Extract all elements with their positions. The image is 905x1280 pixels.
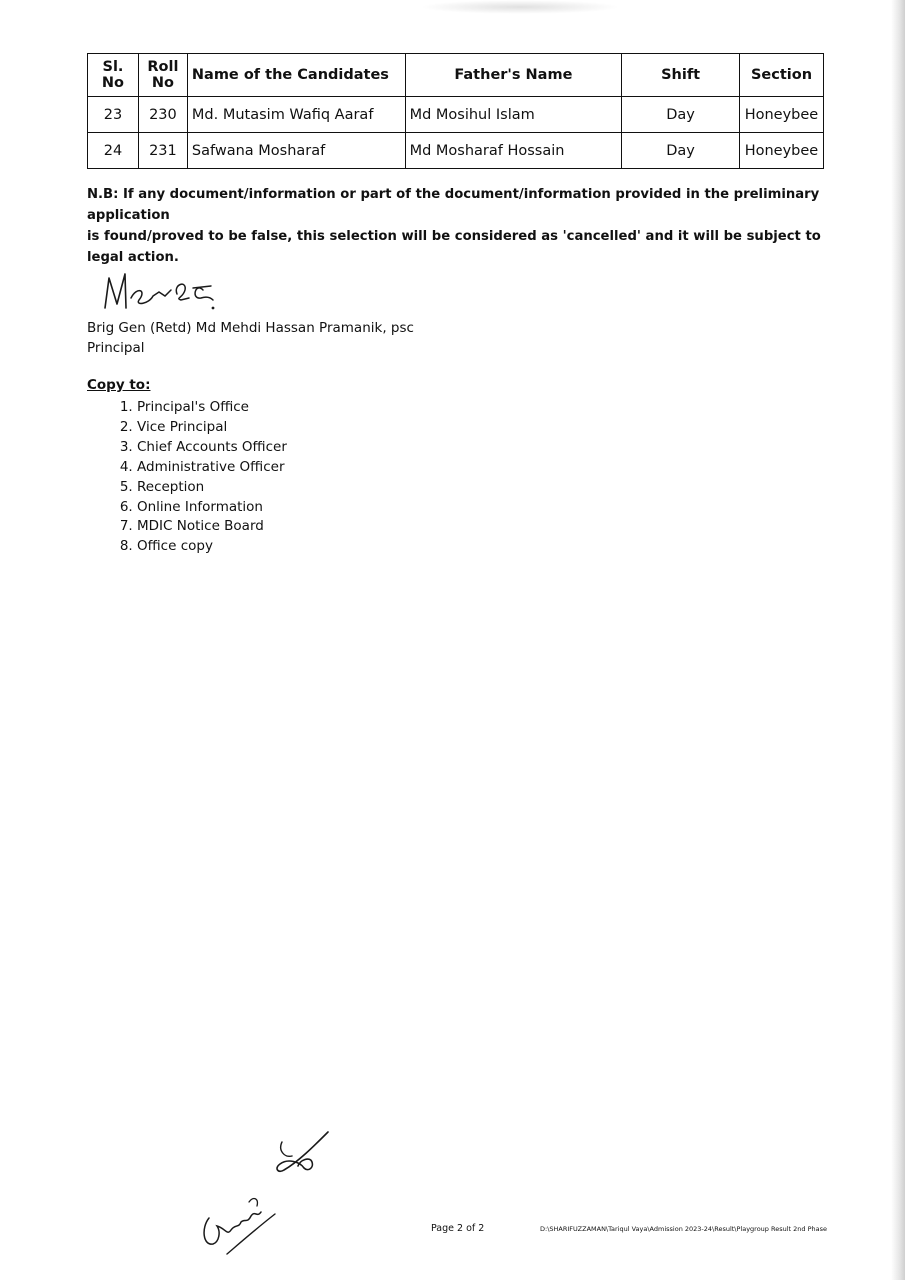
- header-father-name: Father's Name: [405, 54, 622, 97]
- list-item: 3. Chief Accounts Officer: [137, 438, 287, 458]
- notice-line-1: N.B: If any document/information or part of the document/information provided in the preliminary application: [87, 187, 820, 223]
- copy-to-heading: Copy to:: [87, 377, 151, 393]
- header-sl-no: [88, 54, 139, 97]
- cell-section: Honeybee: [739, 97, 823, 133]
- cell-sl-no: 24: [88, 133, 139, 169]
- list-item: 6. Online Information: [137, 498, 287, 518]
- signatory-name: Brig Gen (Retd) Md Mehdi Hassan Pramanik, psc: [87, 320, 414, 336]
- page-number: Page 2 of 2: [431, 1223, 485, 1234]
- list-item: 7. MDIC Notice Board: [137, 517, 287, 537]
- table-row: [88, 97, 824, 133]
- copy-to-list: [87, 398, 287, 557]
- header-sl-line2: No: [101, 75, 125, 91]
- initial-mark-1: [270, 1128, 334, 1176]
- header-sl-line1: Sl.: [102, 59, 124, 75]
- cell-section: Honeybee: [739, 133, 823, 169]
- table-row: [88, 133, 824, 169]
- signatory-title: Principal: [87, 340, 145, 356]
- cell-shift: Day: [622, 97, 740, 133]
- signatory-block: [87, 318, 414, 358]
- cell-shift: Day: [622, 133, 740, 169]
- header-roll-line2: No: [151, 75, 174, 91]
- cell-sl-no: 23: [88, 97, 139, 133]
- header-roll-no: [138, 54, 187, 97]
- selection-table: [87, 53, 824, 169]
- list-item: 8. Office copy: [137, 537, 287, 557]
- table-header-row: [88, 54, 824, 97]
- cell-father-name: Md Mosihul Islam: [405, 97, 622, 133]
- list-item: 4. Administrative Officer: [137, 458, 287, 478]
- cell-candidate-name: Md. Mutasim Wafiq Aaraf: [187, 97, 405, 133]
- file-path: D:\SHARIFUZZAMAN\Tariqul Vaya\Admission 2023-24\Result\Playgroup Result 2nd Phase: [540, 1225, 828, 1233]
- page-edge-shadow: [891, 0, 905, 1280]
- header-candidate-name: Name of the Candidates: [187, 54, 405, 97]
- list-item: 2. Vice Principal: [137, 418, 287, 438]
- list-item: 5. Reception: [137, 478, 287, 498]
- header-shift: Shift: [622, 54, 740, 97]
- header-roll-line1: Roll: [147, 59, 179, 75]
- cell-candidate-name: Safwana Mosharaf: [187, 133, 405, 169]
- initial-mark-2: [197, 1188, 279, 1263]
- cell-roll-no: 230: [138, 97, 187, 133]
- scan-smudge: [420, 0, 620, 14]
- list-item: 1. Principal's Office: [137, 398, 287, 418]
- notice-line-2: is found/proved to be false, this selection will be considered as 'cancelled' and it will be subject to legal action.: [87, 229, 821, 265]
- header-section: Section: [739, 54, 823, 97]
- cell-roll-no: 231: [138, 133, 187, 169]
- cell-father-name: Md Mosharaf Hossain: [405, 133, 622, 169]
- notice-note: [87, 184, 827, 268]
